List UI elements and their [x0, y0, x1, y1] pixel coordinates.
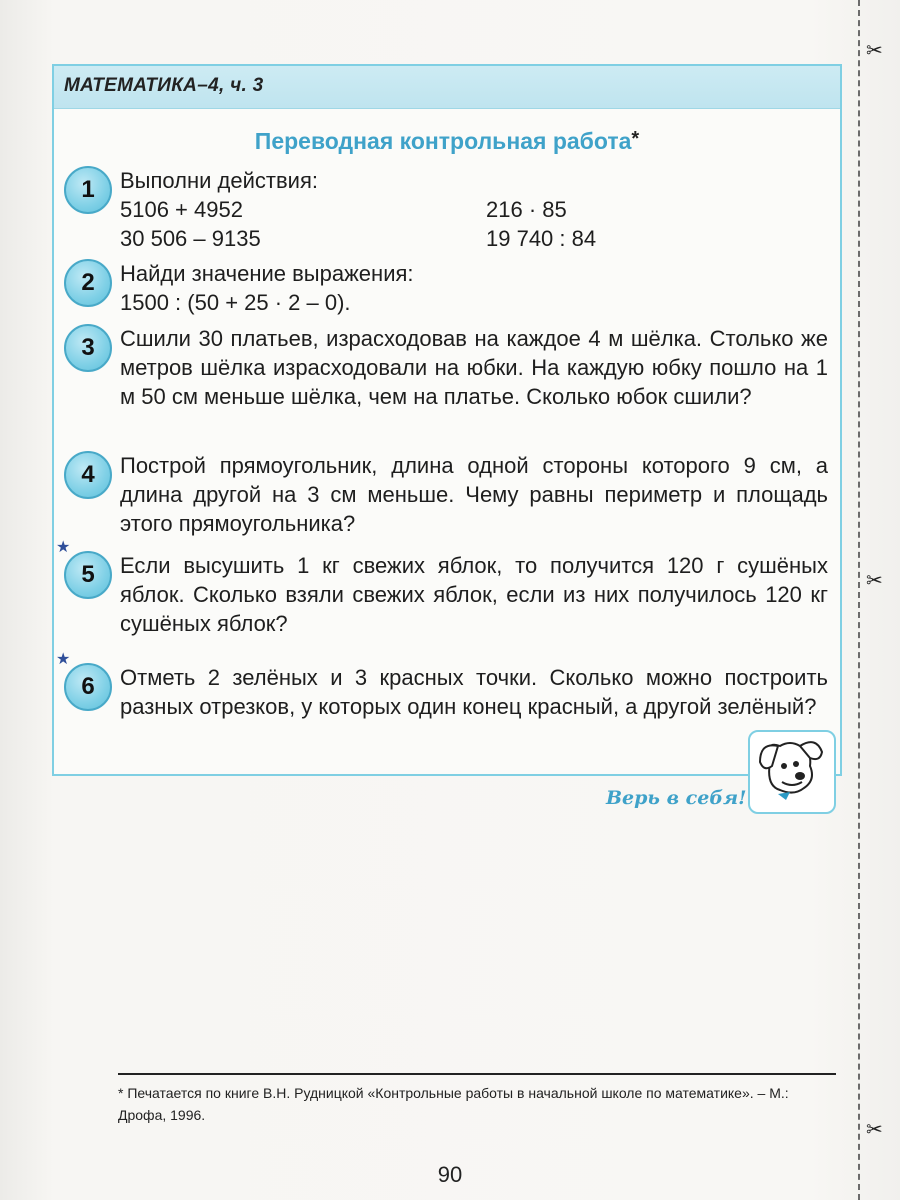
work-title: [54, 128, 840, 155]
footnote-text: Печатается по книге В.Н. Рудницкой «Контрольные работы в начальной школе по математике». – М.: Дрофа, 1996.: [118, 1085, 789, 1123]
task-5: [56, 539, 828, 638]
task-3: [64, 324, 828, 411]
task-line: 1500 : (50 + 25 · 2 – 0).: [120, 290, 351, 315]
cut-line: [858, 0, 860, 1200]
task-number-badge: 5: [64, 551, 112, 599]
scissors-icon: ✂: [866, 568, 883, 592]
expression-row: [120, 195, 828, 224]
header-strip: [54, 66, 840, 109]
task-1: [64, 166, 828, 253]
task-text: Сшили 30 платьев, израсходовав на каждое 4 м шёлка. Столько же метров шёлка израсходовали на юбки. На каждую юбку пошло на 1 м 50 см меньше шёлка, чем на платье. Сколько юбок сшили?: [120, 326, 828, 409]
task-text: [120, 166, 828, 253]
footnote-divider: [118, 1073, 836, 1075]
task-text: Отметь 2 зелёных и 3 красных точки. Сколько можно построить разных отрезков, у которых один конец красный, а другой зелёный?: [120, 665, 828, 719]
task-4: [64, 451, 828, 538]
task-text: Построй прямоугольник, длина одной стороны которого 9 см, а длина другой на 3 см меньше. Чему равны периметр и площадь этого прямоугольника?: [120, 453, 828, 536]
task-6: [56, 651, 828, 721]
task-number-badge: 2: [64, 259, 112, 307]
expression: 30 506 – 9135: [120, 226, 261, 251]
expression: 5106 + 4952: [120, 197, 243, 222]
page-number: 90: [437, 1162, 463, 1187]
scissors-icon: ✂: [866, 38, 883, 62]
task-intro: Выполни действия:: [120, 168, 318, 193]
task-number-badge: 3: [64, 324, 112, 372]
footnote-mark: *: [118, 1085, 124, 1101]
dog-mascot-icon: [748, 730, 836, 814]
test-card: [52, 64, 842, 776]
footnote: [118, 1082, 832, 1126]
task-text: Если высушить 1 кг свежих яблок, то получится 120 г сушёных яблок. Сколько взяли свежих яблок, если из них получилось 120 кг сушёных яблок?: [120, 553, 828, 636]
task-number-badge: 1: [64, 166, 112, 214]
star-icon: ★: [56, 651, 71, 668]
task-line: Найди значение выражения:: [120, 261, 414, 286]
motto: Верь в себя!: [606, 787, 747, 809]
task-text: [120, 259, 828, 317]
expression: 19 740 : 84: [486, 226, 597, 251]
expression-row: [120, 224, 828, 253]
star-icon: ★: [56, 539, 71, 556]
book-title: МАТЕМАТИКА–4, ч. 3: [64, 75, 264, 96]
footnote-mark: *: [631, 128, 640, 150]
scissors-icon: ✂: [866, 1117, 883, 1141]
work-title-text: Переводная контрольная работа: [254, 128, 632, 154]
task-number-badge: 4: [64, 451, 112, 499]
task-number-badge: 6: [64, 663, 112, 711]
task-2: [64, 259, 828, 317]
expression: 216 · 85: [486, 197, 567, 222]
